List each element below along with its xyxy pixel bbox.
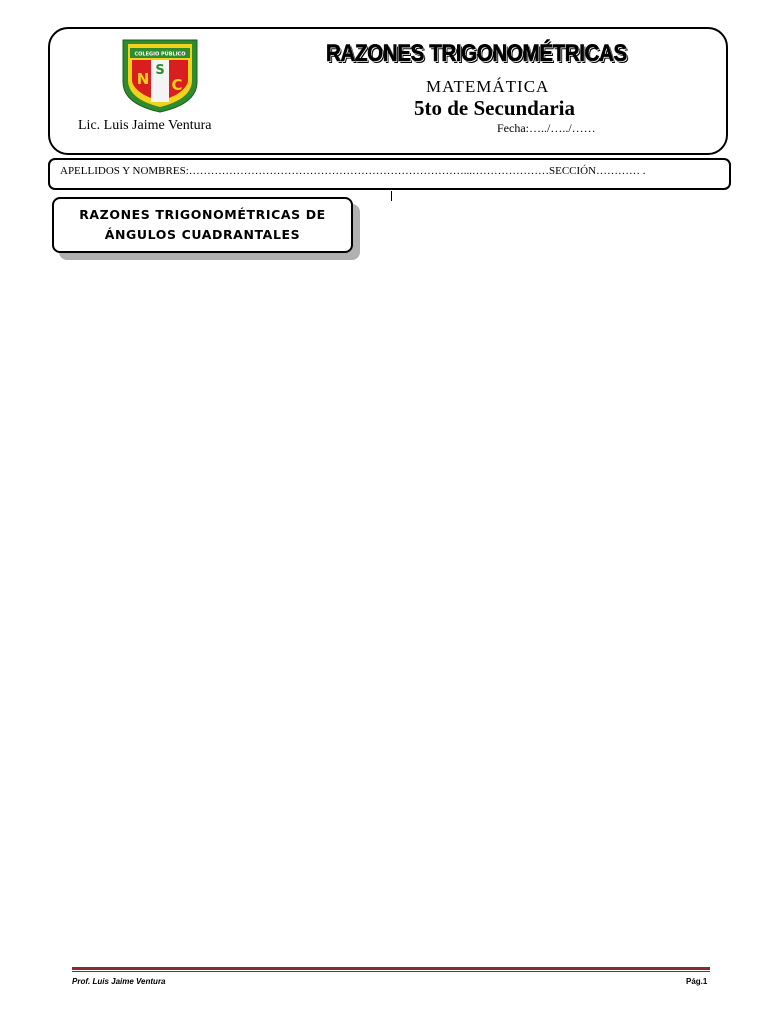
svg-text:N: N bbox=[136, 70, 150, 88]
svg-text:C: C bbox=[171, 76, 183, 94]
teacher-name: Lic. Luis Jaime Ventura bbox=[78, 118, 212, 133]
student-name-section-line: APELLIDOS Y NOMBRES:…………………………………………………………………...…………………SECCIÓN………… . bbox=[60, 165, 646, 177]
date-field: Fecha:…../…../…… bbox=[497, 121, 596, 135]
svg-text:COLEGIO PÚBLICO: COLEGIO PÚBLICO bbox=[134, 51, 186, 58]
school-crest-logo bbox=[121, 38, 199, 114]
topic-heading: RAZONES TRIGONOMÉTRICAS DE ÁNGULOS CUADRANTALES bbox=[52, 197, 353, 253]
footer-rule bbox=[72, 967, 710, 970]
svg-text:S: S bbox=[155, 63, 165, 78]
footer-rule-thin bbox=[72, 971, 710, 972]
page-title: RAZONES TRIGONOMÉTRICAS bbox=[326, 40, 627, 67]
grade-label: 5to de Secundaria bbox=[414, 96, 576, 120]
divider-tick bbox=[391, 191, 392, 201]
subject-label: MATEMÁTICA bbox=[426, 77, 550, 96]
footer-author: Prof. Luis Jaime Ventura bbox=[72, 977, 166, 986]
page-number: Pág.1 bbox=[686, 977, 708, 986]
